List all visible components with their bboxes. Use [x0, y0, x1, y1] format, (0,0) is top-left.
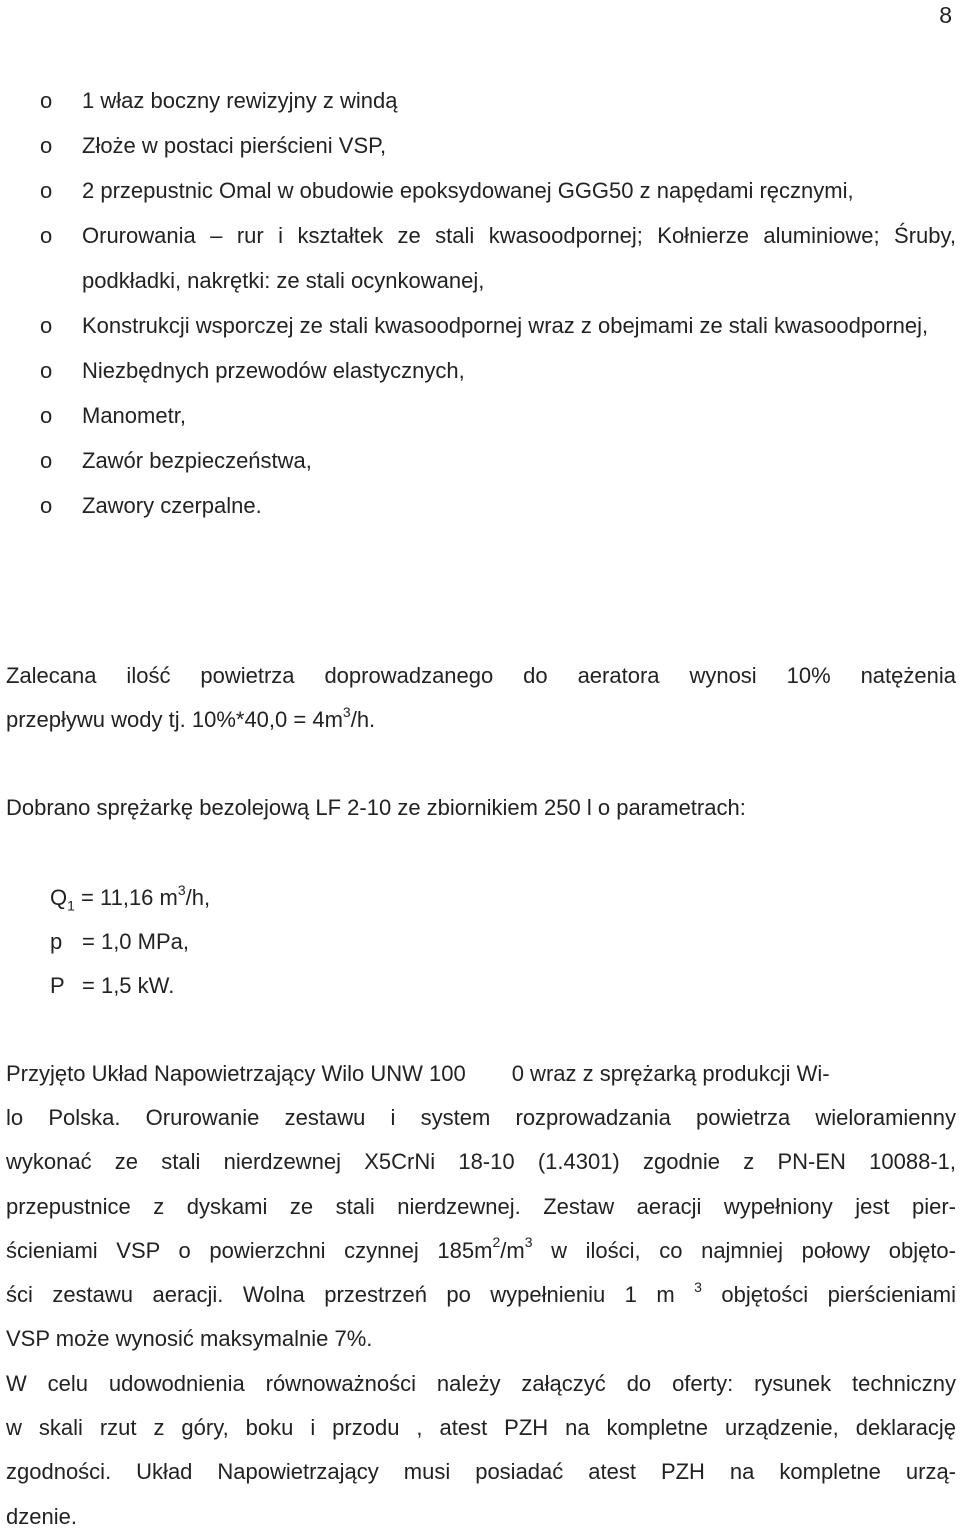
page-number: 8: [939, 2, 952, 28]
list-item: [0, 168, 960, 213]
list-item-text: Manometr,: [82, 403, 186, 428]
superscript: 2: [492, 1234, 501, 1251]
paragraph-line: W celu udowodnienia równoważności należy załączyć do oferty: rysunek techniczny: [6, 1371, 956, 1396]
text-run: Przyjęto Układ Napowietrzający Wilo UNW 100: [6, 1061, 466, 1086]
bullet-marker: o: [40, 223, 53, 248]
paragraph-line: przepustnice z dyskami ze stali nierdzewnej. Zestaw aeracji wypełniony jest pier-: [6, 1193, 956, 1219]
bullet-marker: o: [40, 448, 53, 473]
bullet-marker: o: [40, 358, 53, 383]
bullet-marker: o: [40, 313, 53, 338]
list-item: [0, 348, 960, 393]
superscript: 3: [177, 881, 186, 898]
parameter-symbol: p: [50, 929, 63, 954]
list-item-text: 2 przepustnic Omal w obudowie epoksydowanej GGG50 z napędami ręcznymi,: [82, 178, 854, 203]
system-paragraph: [6, 1052, 956, 1361]
superscript: 3: [524, 1234, 533, 1251]
bullet-marker: o: [40, 493, 53, 518]
text-run: objętości pierścieniami: [701, 1282, 957, 1308]
parameter-unit: /h,: [185, 885, 211, 910]
paragraph-line: [6, 1052, 956, 1096]
list-item: [0, 393, 960, 438]
bullet-marker: o: [40, 88, 53, 113]
paragraph-line: [6, 698, 956, 742]
list-item: [0, 123, 960, 168]
proof-paragraph: [6, 1362, 956, 1539]
subscript: 1: [67, 897, 75, 914]
paragraph-line: dzenie.: [6, 1503, 77, 1529]
paragraph-line: VSP może wynosić maksymalnie 7%.: [6, 1326, 373, 1352]
text-run: przepływu wody tj. 10%*40,0 = 4m: [6, 707, 343, 733]
parameter-value: = 1,0 MPa,: [82, 929, 190, 954]
list-item-text: Konstrukcji wsporczej ze stali kwasoodpornej wraz z obejmami ze stali kwasoodpornej,: [82, 313, 929, 338]
paragraph-line: lo Polska. Orurowanie zestawu i system rozprowadzania powietrza wieloramienny: [6, 1105, 956, 1131]
text-run: 0 wraz z sprężarką produkcji Wi-: [511, 1061, 830, 1086]
paragraph-line: w skali rzut z góry, boku i przodu , atest PZH na kompletne urządzenie, deklarację: [6, 1415, 956, 1441]
superscript: 3: [342, 703, 351, 720]
paragraph-line: [6, 1229, 956, 1273]
bullet-marker: o: [40, 178, 53, 203]
text-run: w ilości, co najmniej połowy objęto-: [532, 1237, 956, 1263]
list-item: [0, 213, 960, 303]
paragraph-line: Dobrano sprężarkę bezolejową LF 2-10 ze zbiornikiem 250 l o parametrach:: [6, 795, 746, 820]
text-run: /h.: [350, 707, 376, 733]
parameter-power: [50, 964, 210, 1008]
list-item: [0, 303, 960, 348]
list-item-text: 1 właz boczny rewizyjny z windą: [82, 88, 398, 113]
parameter-q: [50, 876, 210, 920]
paragraph-line: [6, 1273, 956, 1317]
list-item: [0, 483, 960, 528]
bullet-marker: o: [40, 403, 53, 428]
equipment-list: [0, 78, 960, 528]
paragraph-line: wykonać ze stali nierdzewnej X5CrNi 18-10 (1.4301) zgodnie z PN-EN 10088-1,: [6, 1149, 956, 1175]
paragraph-line: Zalecana ilość powietrza doprowadzanego do aeratora wynosi 10% natężenia: [6, 663, 956, 688]
paragraph-line: zgodności. Układ Napowietrzający musi posiadać atest PZH na kompletne urzą-: [6, 1459, 956, 1485]
parameter-symbol: P: [50, 973, 65, 998]
list-item-text: Zawór bezpieczeństwa,: [82, 448, 312, 473]
bullet-marker: o: [40, 133, 53, 158]
parameter-value: = 11,16 m: [74, 885, 178, 910]
compressor-paragraph: [6, 786, 956, 830]
list-item-text: Orurowania – rur i kształtek ze stali kwasoodpornej; Kołnierze aluminiowe; Śruby, podkładki, nakrętki: ze stali ocynkowanej,: [82, 223, 956, 293]
text-run: ści zestawu aeracji. Wolna przestrzeń po wypełnieniu 1 m: [6, 1282, 695, 1308]
superscript: 3: [694, 1278, 702, 1295]
text-run: /m: [500, 1237, 525, 1263]
parameter-pressure: [50, 920, 210, 964]
list-item-text: Zawory czerpalne.: [82, 493, 262, 518]
list-item-text: Niezbędnych przewodów elastycznych,: [82, 358, 465, 383]
air-demand-paragraph: [6, 654, 956, 742]
compressor-parameters: [50, 876, 210, 1008]
text-run: ścieniami VSP o powierzchni czynnej 185m: [6, 1237, 493, 1263]
parameter-value: = 1,5 kW.: [82, 973, 175, 998]
list-item-text: Złoże w postaci pierścieni VSP,: [82, 133, 387, 158]
list-item: [0, 438, 960, 483]
parameter-symbol: Q: [50, 885, 68, 910]
list-item: [0, 78, 960, 123]
